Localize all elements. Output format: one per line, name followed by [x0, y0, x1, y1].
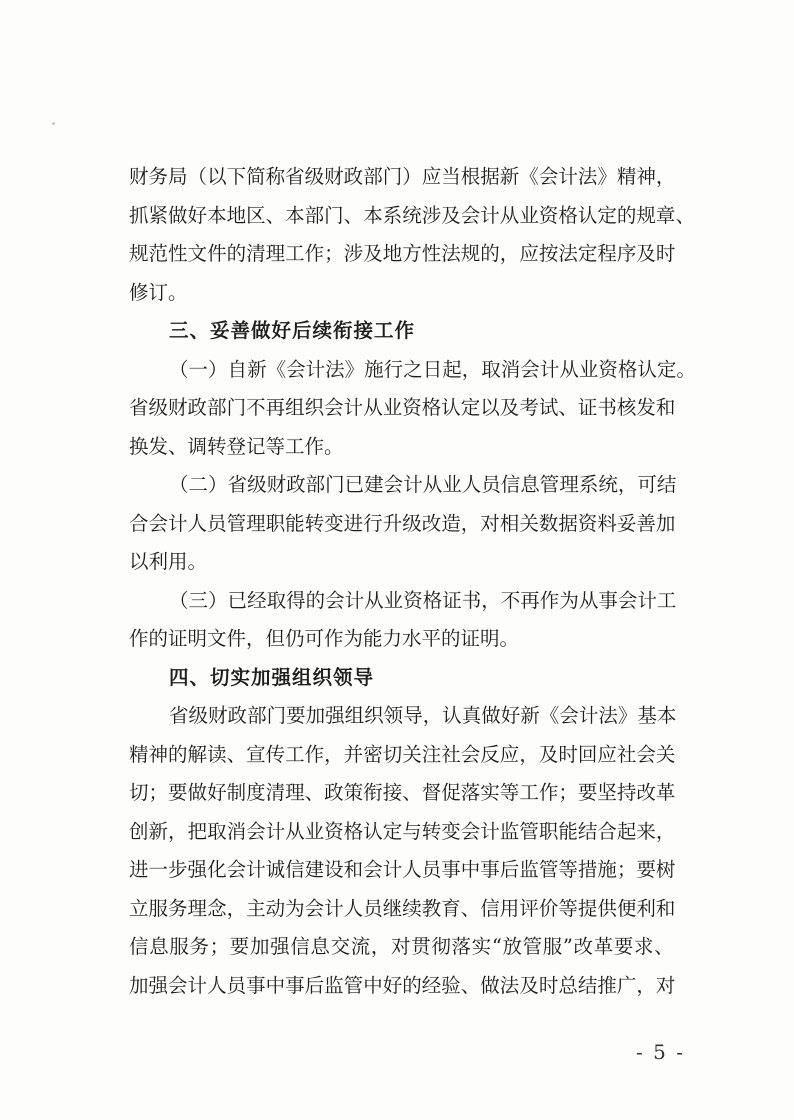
body-line: 作的证明文件，但仍可作为能力水平的证明。 [129, 627, 520, 650]
page-number: - 5 - [636, 1040, 685, 1064]
body-line: 立 服 务 理 念 ， 主 动 为 会 计 人 员 继 续 教 育 、 信 用 评 价 等 提 供 便 利 和 [129, 896, 676, 920]
body-line: 以利用。 [129, 550, 208, 573]
body-line: 修订。 [129, 280, 188, 304]
body-line: （ 二 ） 省 级 财 政 部 门 已 建 会 计 从 业 人 员 信 息 管 理 系 统 ， 可 结 [169, 473, 677, 496]
body-line: 创 新 ， 把 取 消 会 计 从 业 资 格 认 定 与 转 变 会 计 监 管 职 能 结 合 起 来 ， [129, 819, 676, 843]
body-line: 切 ； 要 做 好 制 度 清 理 、 政 策 衔 接 、 督 促 落 实 等 工 作 ； 要 坚 持 改 革 [129, 781, 676, 804]
section-heading-3: 三、妥善做好后续衔接工作 [169, 319, 416, 342]
section-heading-4: 四、切实加强组织领导 [169, 665, 375, 689]
body-line: 换发、调转登记等工作。 [129, 434, 344, 458]
body-line: 进 一 步 强 化 会 计 诚 信 建 设 和 会 计 人 员 事 中 事 后 监 管 等 措 施 ； 要 树 [129, 858, 676, 881]
body-line: 抓 紧 做 好 本 地 区 、 本 部 门 、 本 系 统 涉 及 会 计 从 业 资 格 认 定 的 规 章 、 [129, 203, 695, 227]
body-line: 信 息 服 务 ； 要 加 强 信 息 交 流 ， 对 贯 彻 落 实 “ 放 管 服 ” 改 革 要 求 、 [129, 935, 674, 958]
body-line: 规 范 性 文 件 的 清 理 工 作 ； 涉 及 地 方 性 法 规 的 ， 应 按 法 定 程 序 及 时 [129, 242, 676, 265]
scan-speck [52, 122, 55, 125]
body-line: （ 三 ） 已 经 取 得 的 会 计 从 业 资 格 证 书 ， 不 再 作 为 从 事 会 计 工 [169, 588, 677, 612]
body-line: 省 级 财 政 部 门 不 再 组 织 会 计 从 业 资 格 认 定 以 及 考 试 、 证 书 核 发 和 [129, 396, 676, 419]
document-body [129, 158, 696, 1005]
body-line: 省 级 财 政 部 门 要 加 强 组 织 领 导 ， 认 真 做 好 新 《 会 计 法 》 基 本 [169, 704, 677, 727]
body-line: 加 强 会 计 人 员 事 中 事 后 监 管 中 好 的 经 验 、 做 法 及 时 总 结 推 广 ， 对 [129, 973, 676, 997]
body-line: （ 一 ） 自 新 《 会 计 法 》 施 行 之 日 起 ， 取 消 会 计 从 业 资 格 认 定 。 [169, 357, 696, 381]
body-line: 精 神 的 解 读 、 宣 传 工 作 ， 并 密 切 关 注 社 会 反 应 ， 及 时 回 应 社 会 关 [129, 742, 676, 766]
body-line: 合 会 计 人 员 管 理 职 能 转 变 进 行 升 级 改 造 ， 对 相 关 数 据 资 料 妥 善 加 [129, 511, 676, 535]
body-line: 财 务 局 （ 以 下 简 称 省 级 财 政 部 门 ） 应 当 根 据 新 《 会 计 法 》 精 神 ， [129, 165, 676, 188]
